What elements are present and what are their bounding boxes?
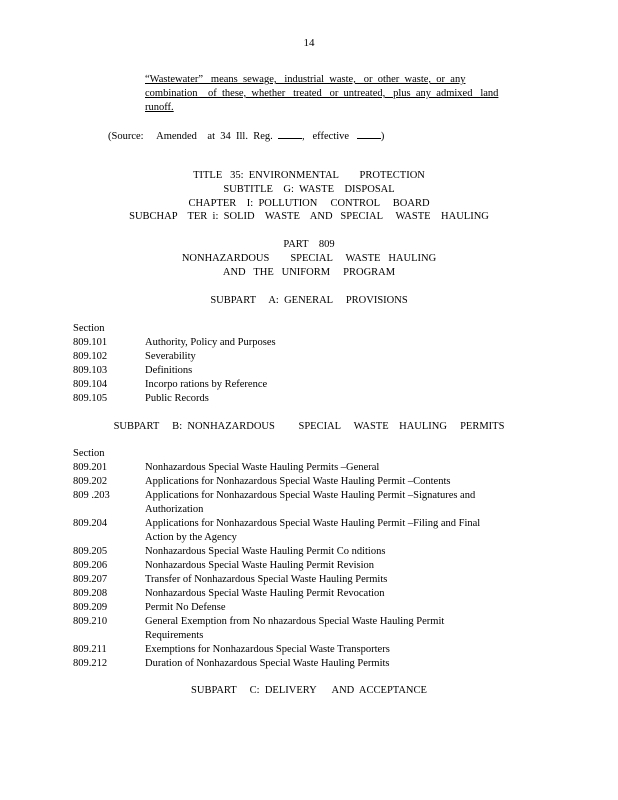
subchapter-heading: SUBCHAP TER i: SOLID WASTE AND SPECIAL WASTE HAULING <box>129 211 489 222</box>
section-number: 809.103 <box>73 365 108 376</box>
subpart-a-heading: SUBPART A: GENERAL PROVISIONS <box>210 295 408 306</box>
subtitle-heading: SUBTITLE G: WASTE DISPOSAL <box>223 184 395 195</box>
definition-line: runoff. <box>145 102 174 113</box>
list-item <box>73 573 543 587</box>
section-number: 809.201 <box>73 462 108 473</box>
section-title: Nonhazardous Special Waste Hauling Permits –General <box>145 462 380 473</box>
section-title: Exemptions for Nonhazardous Special Waste Transporters <box>145 644 390 655</box>
blank-line <box>278 128 302 139</box>
list-item <box>73 364 543 378</box>
section-title: Transfer of Nonhazardous Special Waste Hauling Permits <box>145 574 388 585</box>
subpart-b-section-list <box>73 447 543 671</box>
section-title: Authority, Policy and Purposes <box>145 337 276 348</box>
section-title: Definitions <box>145 365 193 376</box>
page-number: 14 <box>303 37 315 49</box>
definition-line: “Wastewater” means sewage, industrial waste, or other waste, or any <box>145 74 466 85</box>
source-note: (Source: Amended at 34 Ill. Reg. , effective ) <box>108 128 384 144</box>
list-item <box>73 378 543 392</box>
blank-line <box>357 128 381 139</box>
section-title: Applications for Nonhazardous Special Waste Hauling Permit –Filing and Final <box>145 518 481 529</box>
section-label: Section <box>73 448 105 459</box>
section-label: Section <box>73 323 105 334</box>
section-number: 809.208 <box>73 588 108 599</box>
list-item <box>73 461 543 475</box>
subpart-c-heading: SUBPART C: DELIVERY AND ACCEPTANCE <box>191 685 427 696</box>
list-item <box>73 489 543 517</box>
definition-line: combination of these, whether treated or untreated, plus any admixed land <box>145 88 499 99</box>
list-item <box>73 587 543 601</box>
section-number: 809.202 <box>73 476 108 487</box>
section-number: 809 .203 <box>73 490 110 501</box>
section-title: General Exemption from No nhazardous Special Waste Hauling Permit <box>145 616 445 627</box>
section-number: 809.211 <box>73 644 107 655</box>
section-title-continued: Authorization <box>145 504 204 515</box>
section-title: Incorpo rations by Reference <box>145 379 268 390</box>
section-title: Applications for Nonhazardous Special Waste Hauling Permit –Contents <box>145 476 451 487</box>
section-number: 809.209 <box>73 602 108 613</box>
section-title: Applications for Nonhazardous Special Waste Hauling Permit –Signatures and <box>145 490 476 501</box>
part-title-line1: NONHAZARDOUS SPECIAL WASTE HAULING <box>181 253 437 264</box>
section-number: 809.104 <box>73 379 108 390</box>
list-item <box>73 601 543 615</box>
section-title: Permit No Defense <box>145 602 226 613</box>
section-number: 809.101 <box>73 337 108 348</box>
section-title-continued: Requirements <box>145 630 204 641</box>
section-number: 809.205 <box>73 546 108 557</box>
section-title: Duration of Nonhazardous Special Waste Hauling Permits <box>145 658 390 669</box>
section-number: 809.204 <box>73 518 108 529</box>
section-title: Severability <box>145 351 196 362</box>
list-item <box>73 545 543 559</box>
list-item <box>73 657 543 671</box>
list-item <box>73 559 543 573</box>
section-number: 809.212 <box>73 658 108 669</box>
section-title-continued: Action by the Agency <box>145 532 237 543</box>
subpart-a-section-list <box>73 322 543 406</box>
list-item <box>73 643 543 657</box>
section-title: Nonhazardous Special Waste Hauling Permit Revision <box>145 560 375 571</box>
list-item <box>73 350 543 364</box>
list-item <box>73 336 543 350</box>
section-number: 809.207 <box>73 574 108 585</box>
part-number: PART 809 <box>283 239 335 250</box>
section-number: 809.210 <box>73 616 108 627</box>
section-title: Nonhazardous Special Waste Hauling Permit Co nditions <box>145 546 386 557</box>
section-number: 809.105 <box>73 393 108 404</box>
list-item <box>73 517 543 545</box>
section-title: Nonhazardous Special Waste Hauling Permit Revocation <box>145 588 385 599</box>
part-title-line2: AND THE UNIFORM PROGRAM <box>222 267 396 278</box>
subpart-b-heading: SUBPART B: NONHAZARDOUS SPECIAL WASTE HAULING PERMITS <box>113 421 505 432</box>
list-item <box>73 475 543 489</box>
title-heading: TITLE 35: ENVIRONMENTAL PROTECTION <box>193 170 425 181</box>
list-item <box>73 392 543 406</box>
chapter-heading: CHAPTER I: POLLUTION CONTROL BOARD <box>188 198 430 209</box>
section-number: 809.102 <box>73 351 108 362</box>
list-item <box>73 615 543 643</box>
section-number: 809.206 <box>73 560 108 571</box>
section-title: Public Records <box>145 393 209 404</box>
definition-wastewater <box>145 73 505 115</box>
